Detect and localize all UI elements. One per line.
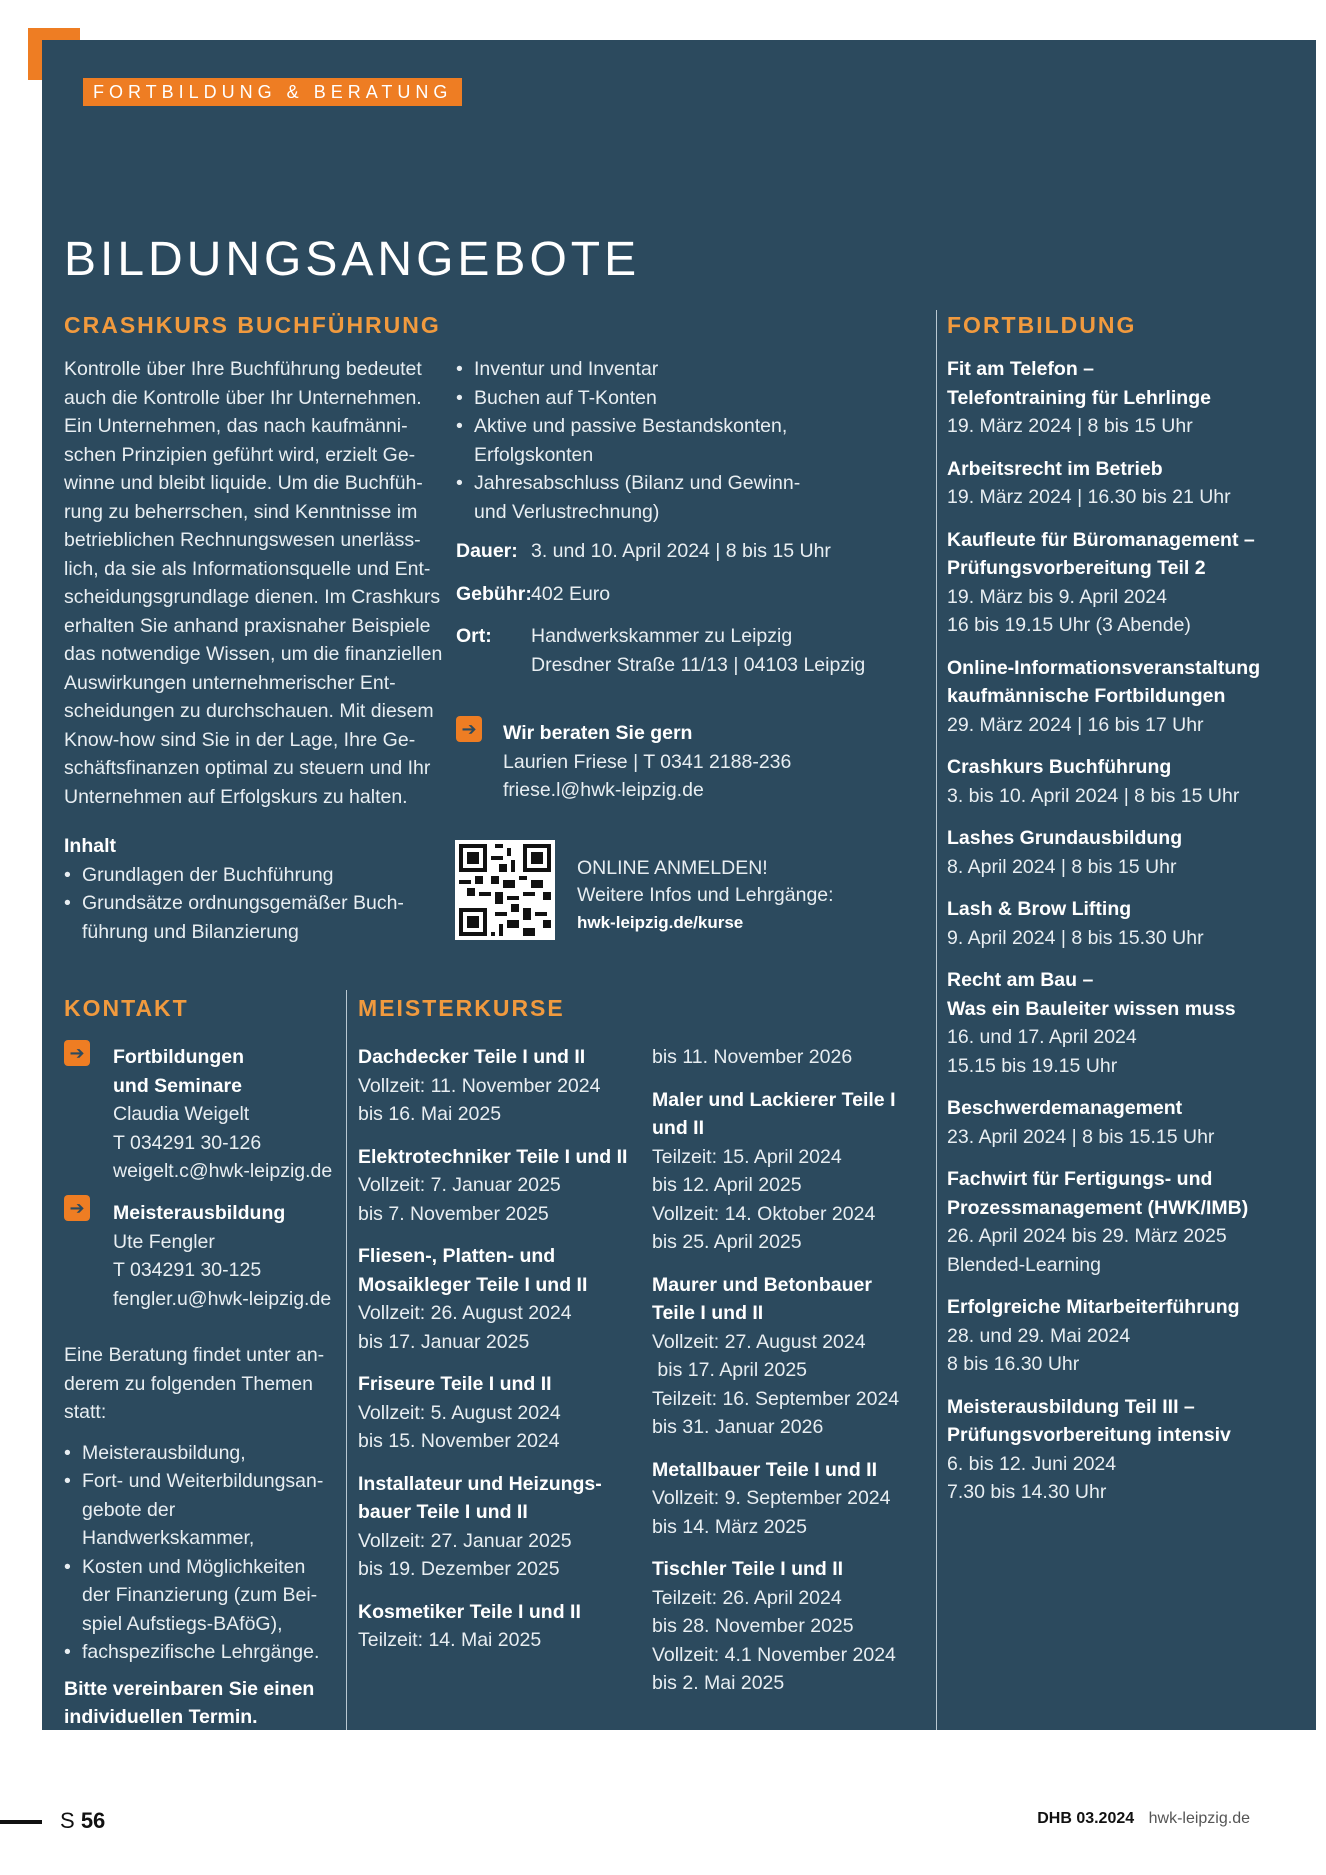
closing-line: individuellen Termin. xyxy=(64,1706,258,1728)
inhalt-list xyxy=(64,861,424,947)
fortbildung-item-title: Kaufleute für Büromanagement – xyxy=(947,528,1255,551)
intro-line: Auswirkungen unternehmerischer Ent- xyxy=(64,671,396,694)
fortbildung-item-title: Crashkurs Buchführung xyxy=(947,756,1172,778)
fortbildung-list xyxy=(947,355,1307,1521)
berater-title: Wir beraten Sie gern xyxy=(503,722,693,744)
course-item-title: Installateur und Heizungs- xyxy=(358,1472,602,1495)
fortbildung-item-line: 9. April 2024 | 8 bis 15.30 Uhr xyxy=(947,926,1204,949)
course-item xyxy=(358,1143,648,1229)
meisterkurse-col1 xyxy=(358,1043,648,1669)
meisterkurse-col2 xyxy=(652,1043,932,1712)
fortbildung-item xyxy=(947,895,1307,952)
contact-title: Meisterausbildung xyxy=(113,1202,286,1224)
contact-name: Ute Fengler xyxy=(113,1230,215,1253)
fortbildung-item-line: 6. bis 12. Juni 2024 xyxy=(947,1452,1117,1475)
intro-line: scheidungsgrundlage dienen. Im Crashkurs xyxy=(64,586,441,608)
course-item-line: Vollzeit: 27. Januar 2025 xyxy=(358,1529,572,1552)
page-prefix: S xyxy=(60,1808,75,1833)
fortbildung-item xyxy=(947,355,1307,441)
course-item-line: Teilzeit: 16. September 2024 xyxy=(652,1387,900,1410)
course-item xyxy=(358,1242,648,1356)
course-item-line: Teilzeit: 14. Mai 2025 xyxy=(358,1629,542,1651)
fortbildung-item-line: 16 bis 19.15 Uhr (3 Abende) xyxy=(947,614,1191,636)
arrow-icon: ➔ xyxy=(64,1195,90,1221)
intro-line: lich, da sie als Informationsquelle und Ent- xyxy=(64,557,431,580)
fortbildung-item-title: Fit am Telefon – xyxy=(947,358,1094,380)
crashkurs-intro xyxy=(64,355,454,811)
course-item xyxy=(652,1086,932,1257)
fortbildung-item-line: 19. März bis 9. April 2024 xyxy=(947,585,1168,608)
beratung-line: statt: xyxy=(64,1401,107,1423)
footer-rule xyxy=(0,1820,42,1824)
fortbildung-item-title: Online-Informationsveranstaltung xyxy=(947,656,1261,679)
course-item-title: Maurer und Betonbauer xyxy=(652,1273,872,1296)
course-item-line: Vollzeit: 5. August 2024 xyxy=(358,1401,561,1424)
fortbildung-item-title: Prozessmanagement (HWK/IMB) xyxy=(947,1196,1249,1219)
fortbildung-item xyxy=(947,455,1307,512)
page-number xyxy=(60,1808,105,1834)
course-item xyxy=(652,1555,932,1698)
course-item-title: Kosmetiker Teile I und II xyxy=(358,1600,581,1623)
beratung-line: Eine Beratung findet unter an- xyxy=(64,1344,325,1366)
fortbildung-item xyxy=(947,753,1307,810)
fortbildung-item-line: Blended-Learning xyxy=(947,1253,1101,1276)
fortbildung-item-line: 3. bis 10. April 2024 | 8 bis 15 Uhr xyxy=(947,784,1240,807)
fortbildung-item-line: 19. März 2024 | 16.30 bis 21 Uhr xyxy=(947,486,1231,508)
list-item: • Kosten und Möglichkeiten der Finanzierung (zum Bei- spiel Aufstiegs-BAföG), xyxy=(64,1553,344,1639)
berater-phone: Laurien Friese | T 0341 2188-236 xyxy=(503,750,792,773)
list-item: • Buchen auf T-Konten xyxy=(456,384,876,413)
course-item-title: Dachdecker Teile I und II xyxy=(358,1046,586,1068)
separator-right xyxy=(936,310,937,1730)
intro-line: Unternehmen auf Erfolgskurs zu halten. xyxy=(64,785,408,808)
course-item-title: bauer Teile I und II xyxy=(358,1501,528,1523)
fortbildung-item-line: 28. und 29. Mai 2024 xyxy=(947,1324,1131,1347)
separator-left xyxy=(346,990,347,1730)
course-item-line: Vollzeit: 14. Oktober 2024 xyxy=(652,1202,876,1225)
gebuehr-row xyxy=(456,580,896,609)
fortbildung-item-title: Arbeitsrecht im Betrieb xyxy=(947,457,1163,480)
fortbildung-item-line: 26. April 2024 bis 29. März 2025 xyxy=(947,1225,1227,1247)
course-item-line: Vollzeit: 9. September 2024 xyxy=(652,1487,891,1509)
fortbildung-item-line: 8. April 2024 | 8 bis 15 Uhr xyxy=(947,855,1177,878)
fortbildung-item xyxy=(947,824,1307,881)
course-item-line: bis 31. Januar 2026 xyxy=(652,1416,824,1438)
course-item-title: Mosaikleger Teile I und II xyxy=(358,1273,588,1296)
course-item xyxy=(358,1043,648,1129)
fortbildung-item-line: 29. März 2024 | 16 bis 17 Uhr xyxy=(947,713,1204,736)
contact-fortbildung xyxy=(113,1043,343,1186)
contact-email[interactable]: weigelt.c@hwk-leipzig.de xyxy=(113,1160,333,1182)
course-item-line: bis 17. April 2025 xyxy=(652,1359,808,1381)
fortbildung-item-line: 7.30 bis 14.30 Uhr xyxy=(947,1481,1107,1503)
course-item xyxy=(358,1598,648,1655)
ort-value xyxy=(531,622,896,679)
intro-line: winne und bleibt liquide. Um die Buchfüh- xyxy=(64,472,423,494)
fortbildung-item-title: Telefontraining für Lehrlinge xyxy=(947,386,1211,409)
issue-label: DHB 03.2024 xyxy=(1037,1810,1135,1827)
ort-label: Ort: xyxy=(456,625,492,647)
fortbildung-item-title: Meisterausbildung Teil III – xyxy=(947,1395,1195,1418)
arrow-icon: ➔ xyxy=(456,716,482,742)
fortbildung-item-title: Recht am Bau – xyxy=(947,969,1094,991)
course-item-line: Vollzeit: 7. Januar 2025 xyxy=(358,1174,561,1196)
fortbildung-item xyxy=(947,1165,1307,1279)
online-block xyxy=(577,855,877,936)
course-item-line: bis 19. Dezember 2025 xyxy=(358,1558,560,1580)
intro-line: erhalten Sie anhand praxisnaher Beispiele xyxy=(64,614,431,637)
course-item-line: bis 16. Mai 2025 xyxy=(358,1103,502,1125)
fortbildung-item-line: 15.15 bis 19.15 Uhr xyxy=(947,1054,1118,1077)
fortbildung-item-line: 16. und 17. April 2024 xyxy=(947,1026,1137,1048)
contact-meister xyxy=(113,1199,343,1313)
course-item-title: Metallbauer Teile I und II xyxy=(652,1458,878,1481)
footer-info xyxy=(1037,1810,1250,1828)
course-item-line: bis 2. Mai 2025 xyxy=(652,1672,785,1694)
course-item-line: Teilzeit: 15. April 2024 xyxy=(652,1145,842,1168)
fortbildung-item-title: Lashes Grundausbildung xyxy=(947,827,1183,849)
contact-title: und Seminare xyxy=(113,1074,242,1097)
intro-line: das notwendige Wissen, um die finanziellen xyxy=(64,643,443,665)
course-item-line: Vollzeit: 11. November 2024 xyxy=(358,1074,601,1097)
themen-list xyxy=(64,1439,344,1667)
fortbildung-item-title: Prüfungsvorbereitung intensiv xyxy=(947,1424,1231,1446)
list-item: • fachspezifische Lehrgänge. xyxy=(64,1638,344,1667)
course-item-line: Vollzeit: 27. August 2024 xyxy=(652,1330,866,1353)
list-item: • Meisterausbildung, xyxy=(64,1439,344,1468)
fortbildung-item xyxy=(947,1293,1307,1379)
fortbildung-item-title: Lash & Brow Lifting xyxy=(947,898,1132,920)
course-item-line: bis 7. November 2025 xyxy=(358,1202,549,1225)
intro-line: Kontrolle über Ihre Buchführung bedeutet xyxy=(64,358,422,380)
intro-line: schäftsfinanzen optimal zu steuern und Ihr xyxy=(64,757,431,779)
dauer-row xyxy=(456,537,896,566)
fortbildung-item xyxy=(947,1094,1307,1151)
fortbildung-item xyxy=(947,966,1307,1080)
course-item-line: bis 15. November 2024 xyxy=(358,1430,560,1452)
fortbildung-item-line: 19. März 2024 | 8 bis 15 Uhr xyxy=(947,415,1193,437)
section-kicker: FORTBILDUNG & BERATUNG xyxy=(83,78,462,106)
ort-row xyxy=(456,622,896,679)
berater-email[interactable]: friese.l@hwk-leipzig.de xyxy=(503,779,704,801)
intro-line: Know-how sind Sie in der Lage, Ihre Ge- xyxy=(64,728,416,751)
course-item-title: Teile I und II xyxy=(652,1302,764,1324)
crashkurs-details xyxy=(456,537,896,693)
page-number-value: 56 xyxy=(80,1808,106,1833)
footer-url[interactable]: hwk-leipzig.de xyxy=(1148,1810,1250,1827)
fortbildung-heading: FORTBILDUNG xyxy=(947,312,1137,338)
intro-line: Ein Unternehmen, das nach kaufmänni- xyxy=(64,415,408,437)
contact-name: Claudia Weigelt xyxy=(113,1103,250,1125)
course-item-title: Friseure Teile I und II xyxy=(358,1373,552,1395)
qr-code-icon[interactable] xyxy=(455,840,555,940)
intro-line: rung zu beherrschen, sind Kenntnisse im xyxy=(64,500,418,523)
online-link[interactable]: hwk-leipzig.de/kurse xyxy=(577,913,744,932)
contact-phone: T 034291 30-126 xyxy=(113,1131,262,1154)
course-item-line: bis 28. November 2025 xyxy=(652,1615,854,1637)
course-item-line: Vollzeit: 26. August 2024 xyxy=(358,1302,572,1324)
crashkurs-inhalt xyxy=(64,832,424,946)
course-item-line: bis 14. März 2025 xyxy=(652,1515,808,1538)
crashkurs-heading: CRASHKURS BUCHFÜHRUNG xyxy=(64,312,441,338)
course-item-line: bis 12. April 2025 xyxy=(652,1174,802,1196)
ort-line: Handwerkskammer zu Leipzig xyxy=(531,625,793,647)
online-line1: ONLINE ANMELDEN! xyxy=(577,857,768,879)
intro-line: betrieblichen Rechnungswesen unerläss- xyxy=(64,529,421,551)
course-item-title: Tischler Teile I und II xyxy=(652,1558,844,1580)
course-item xyxy=(652,1271,932,1442)
list-item: • Inventur und Inventar xyxy=(456,355,876,384)
page-title: BILDUNGSANGEBOTE xyxy=(64,233,641,286)
contact-title: Fortbildungen xyxy=(113,1046,245,1068)
fortbildung-item-title: Fachwirt für Fertigungs- und xyxy=(947,1168,1213,1190)
fortbildung-item-line: 8 bis 16.30 Uhr xyxy=(947,1353,1080,1375)
more-list xyxy=(456,355,876,526)
arrow-icon: ➔ xyxy=(64,1040,90,1066)
dauer-value: 3. und 10. April 2024 | 8 bis 15 Uhr xyxy=(531,540,831,562)
list-item: • Grundlagen der Buchführung xyxy=(64,861,424,890)
course-item-line: bis 11. November 2026 xyxy=(652,1046,853,1068)
fortbildung-item xyxy=(947,1393,1307,1507)
list-item: • Jahresabschluss (Bilanz und Gewinn- und Verlustrechnung) xyxy=(456,469,876,526)
gebuehr-value: 402 Euro xyxy=(531,582,611,605)
fortbildung-item-line: 23. April 2024 | 8 bis 15.15 Uhr xyxy=(947,1125,1215,1148)
fortbildung-item-title: Prüfungsvorbereitung Teil 2 xyxy=(947,557,1206,579)
closing-line: Bitte vereinbaren Sie einen xyxy=(64,1677,315,1700)
intro-line: scheidungen zu durchschauen. Mit diesem xyxy=(64,700,434,722)
course-item-title: Elektrotechniker Teile I und II xyxy=(358,1145,628,1168)
fortbildung-item xyxy=(947,654,1307,740)
meisterkurse-heading: MEISTERKURSE xyxy=(358,995,565,1021)
list-item: • Aktive und passive Bestandskonten, Erfolgskonten xyxy=(456,412,876,469)
course-item-line: bis 25. April 2025 xyxy=(652,1231,802,1253)
beratung-line: derem zu folgenden Themen xyxy=(64,1372,313,1395)
course-item-title: Fliesen-, Platten- und xyxy=(358,1245,556,1267)
crashkurs-more xyxy=(456,355,876,526)
list-item: • Grundsätze ordnungsgemäßer Buch- führung und Bilanzierung xyxy=(64,889,424,946)
online-line2: Weitere Infos und Lehrgänge: xyxy=(577,884,834,906)
fortbildung-item-title: kaufmännische Fortbildungen xyxy=(947,685,1226,707)
inhalt-label: Inhalt xyxy=(64,835,116,857)
kontakt-heading: KONTAKT xyxy=(64,995,189,1021)
course-item xyxy=(652,1456,932,1542)
fortbildung-item-title: Beschwerdemanagement xyxy=(947,1097,1183,1119)
course-item-line: Vollzeit: 4.1 November 2024 xyxy=(652,1643,896,1666)
course-item xyxy=(358,1470,648,1584)
course-item xyxy=(652,1043,932,1072)
ort-line: Dresdner Straße 11/13 | 04103 Leipzig xyxy=(531,653,866,676)
berater-block xyxy=(503,719,883,805)
fortbildung-item-title: Was ein Bauleiter wissen muss xyxy=(947,997,1236,1020)
course-item-line: Teilzeit: 26. April 2024 xyxy=(652,1586,842,1609)
fortbildung-item-title: Erfolgreiche Mitarbeiterführung xyxy=(947,1296,1240,1318)
dauer-label: Dauer: xyxy=(456,540,518,562)
gebuehr-label: Gebühr: xyxy=(456,582,532,605)
intro-line: auch die Kontrolle über Ihr Unternehmen. xyxy=(64,386,422,409)
course-item xyxy=(358,1370,648,1456)
course-item-line: bis 17. Januar 2025 xyxy=(358,1330,530,1353)
contact-phone: T 034291 30-125 xyxy=(113,1259,262,1281)
course-item-title: Maler und Lackierer Teile I und II xyxy=(652,1088,896,1139)
intro-line: schen Prinzipien geführt wird, erzielt Ge- xyxy=(64,443,416,466)
list-item: • Fort- und Weiterbildungsan- gebote der Handwerkskammer, xyxy=(64,1467,344,1553)
contact-email[interactable]: fengler.u@hwk-leipzig.de xyxy=(113,1287,332,1310)
beratung-block xyxy=(64,1341,344,1732)
fortbildung-item xyxy=(947,526,1307,640)
